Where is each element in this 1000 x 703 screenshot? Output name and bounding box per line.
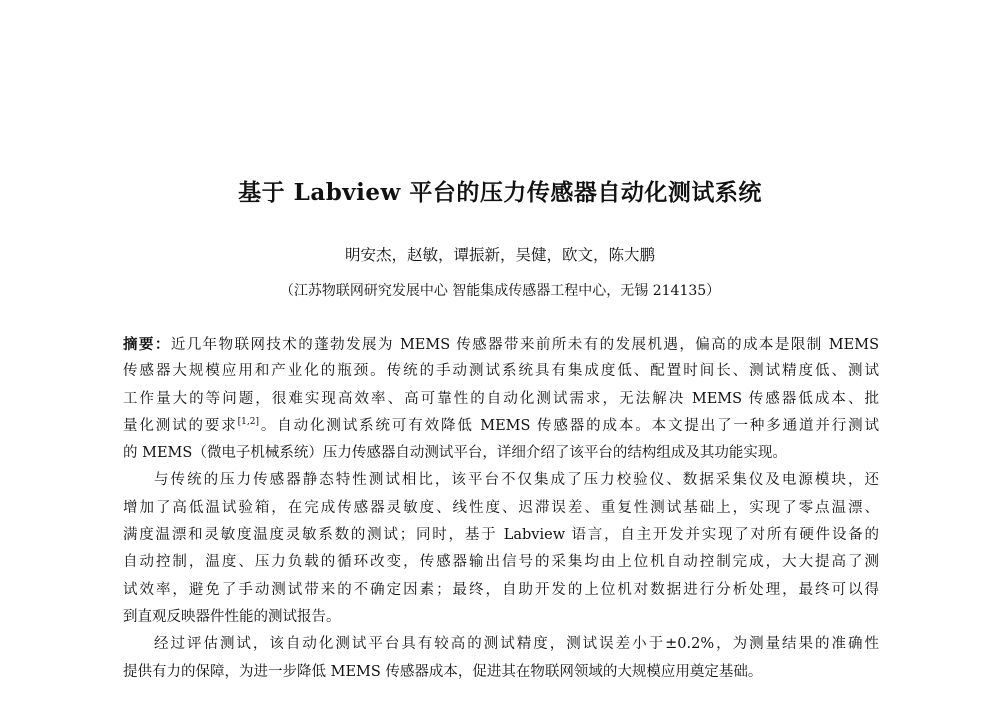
abstract-line: 工作量大的等问题，很难实现高效率、高可靠性的自动化测试需求，无法解决 MEMS 传感器低成本、批 xyxy=(123,390,879,407)
paper-title: 基于 Labview 平台的压力传感器自动化测试系统 xyxy=(238,179,762,206)
abstract-line: 的 MEMS（微电子机械系统）压力传感器自动测试平台，详细介绍了该平台的结构组成及其功能实现。 xyxy=(123,445,787,462)
abstract-text: 量化测试的要求 xyxy=(123,417,238,434)
abstract-label: 摘要： xyxy=(123,336,171,353)
abstract-line: 满度温漂和灵敏度温度灵敏系数的测试；同时，基于 Labview 语言，自主开发并实现了对所有硬件设备的 xyxy=(123,527,879,544)
affiliation: （江苏物联网研究发展中心 智能集成传感器工程中心，无锡 214135） xyxy=(279,283,721,299)
abstract-body xyxy=(123,331,879,686)
abstract-line: 到直观反映器件性能的测试报告。 xyxy=(123,608,341,625)
abstract-text: 近几年物联网技术的蓬勃发展为 MEMS 传感器带来前所未有的发展机遇，偏高的成本是限制 MEMS xyxy=(170,337,879,353)
abstract-line: 增加了高低温试验箱，在完成传感器灵敏度、线性度、迟滞误差、重复性测试基础上，实现了零点温漂、 xyxy=(123,499,879,516)
abstract-line xyxy=(123,467,879,494)
abstract-line: 自动控制，温度、压力负载的循环改变，传感器输出信号的采集均由上位机自动控制完成，大大提高了测 xyxy=(123,554,879,571)
abstract-line: 试效率，避免了手动测试带来的不确定因素；最终，自助开发的上位机对数据进行分析处理，最终可以得 xyxy=(123,581,879,598)
abstract-line: 提供有力的保障，为进一步降低 MEMS 传感器成本，促进其在物联网领域的大规模应用奠定基础。 xyxy=(123,663,763,680)
author-list: 明安杰，赵敏，谭振新，吴健，欧文，陈大鹏 xyxy=(344,246,655,264)
abstract-line xyxy=(123,631,879,658)
abstract-line xyxy=(123,331,879,358)
citation-reference: [1,2] xyxy=(237,416,259,427)
abstract-line: 传感器大规模应用和产业化的瓶颈。传统的手动测试系统具有集成度低、配置时间长、测试精度低、测试 xyxy=(123,363,879,380)
abstract-text: 。自动化测试系统可有效降低 MEMS 传感器的成本。本文提出了一种多通道并行测试 xyxy=(258,417,879,434)
abstract-line xyxy=(123,413,879,440)
abstract-text: 经过评估测试，该自动化测试平台具有较高的测试精度，测试误差小于±0.2%，为测量结果的准确性 xyxy=(152,636,879,653)
abstract-text: 与传统的压力传感器静态特性测试相比，该平台不仅集成了压力校验仪、数据采集仪及电源模块，还 xyxy=(152,472,879,489)
